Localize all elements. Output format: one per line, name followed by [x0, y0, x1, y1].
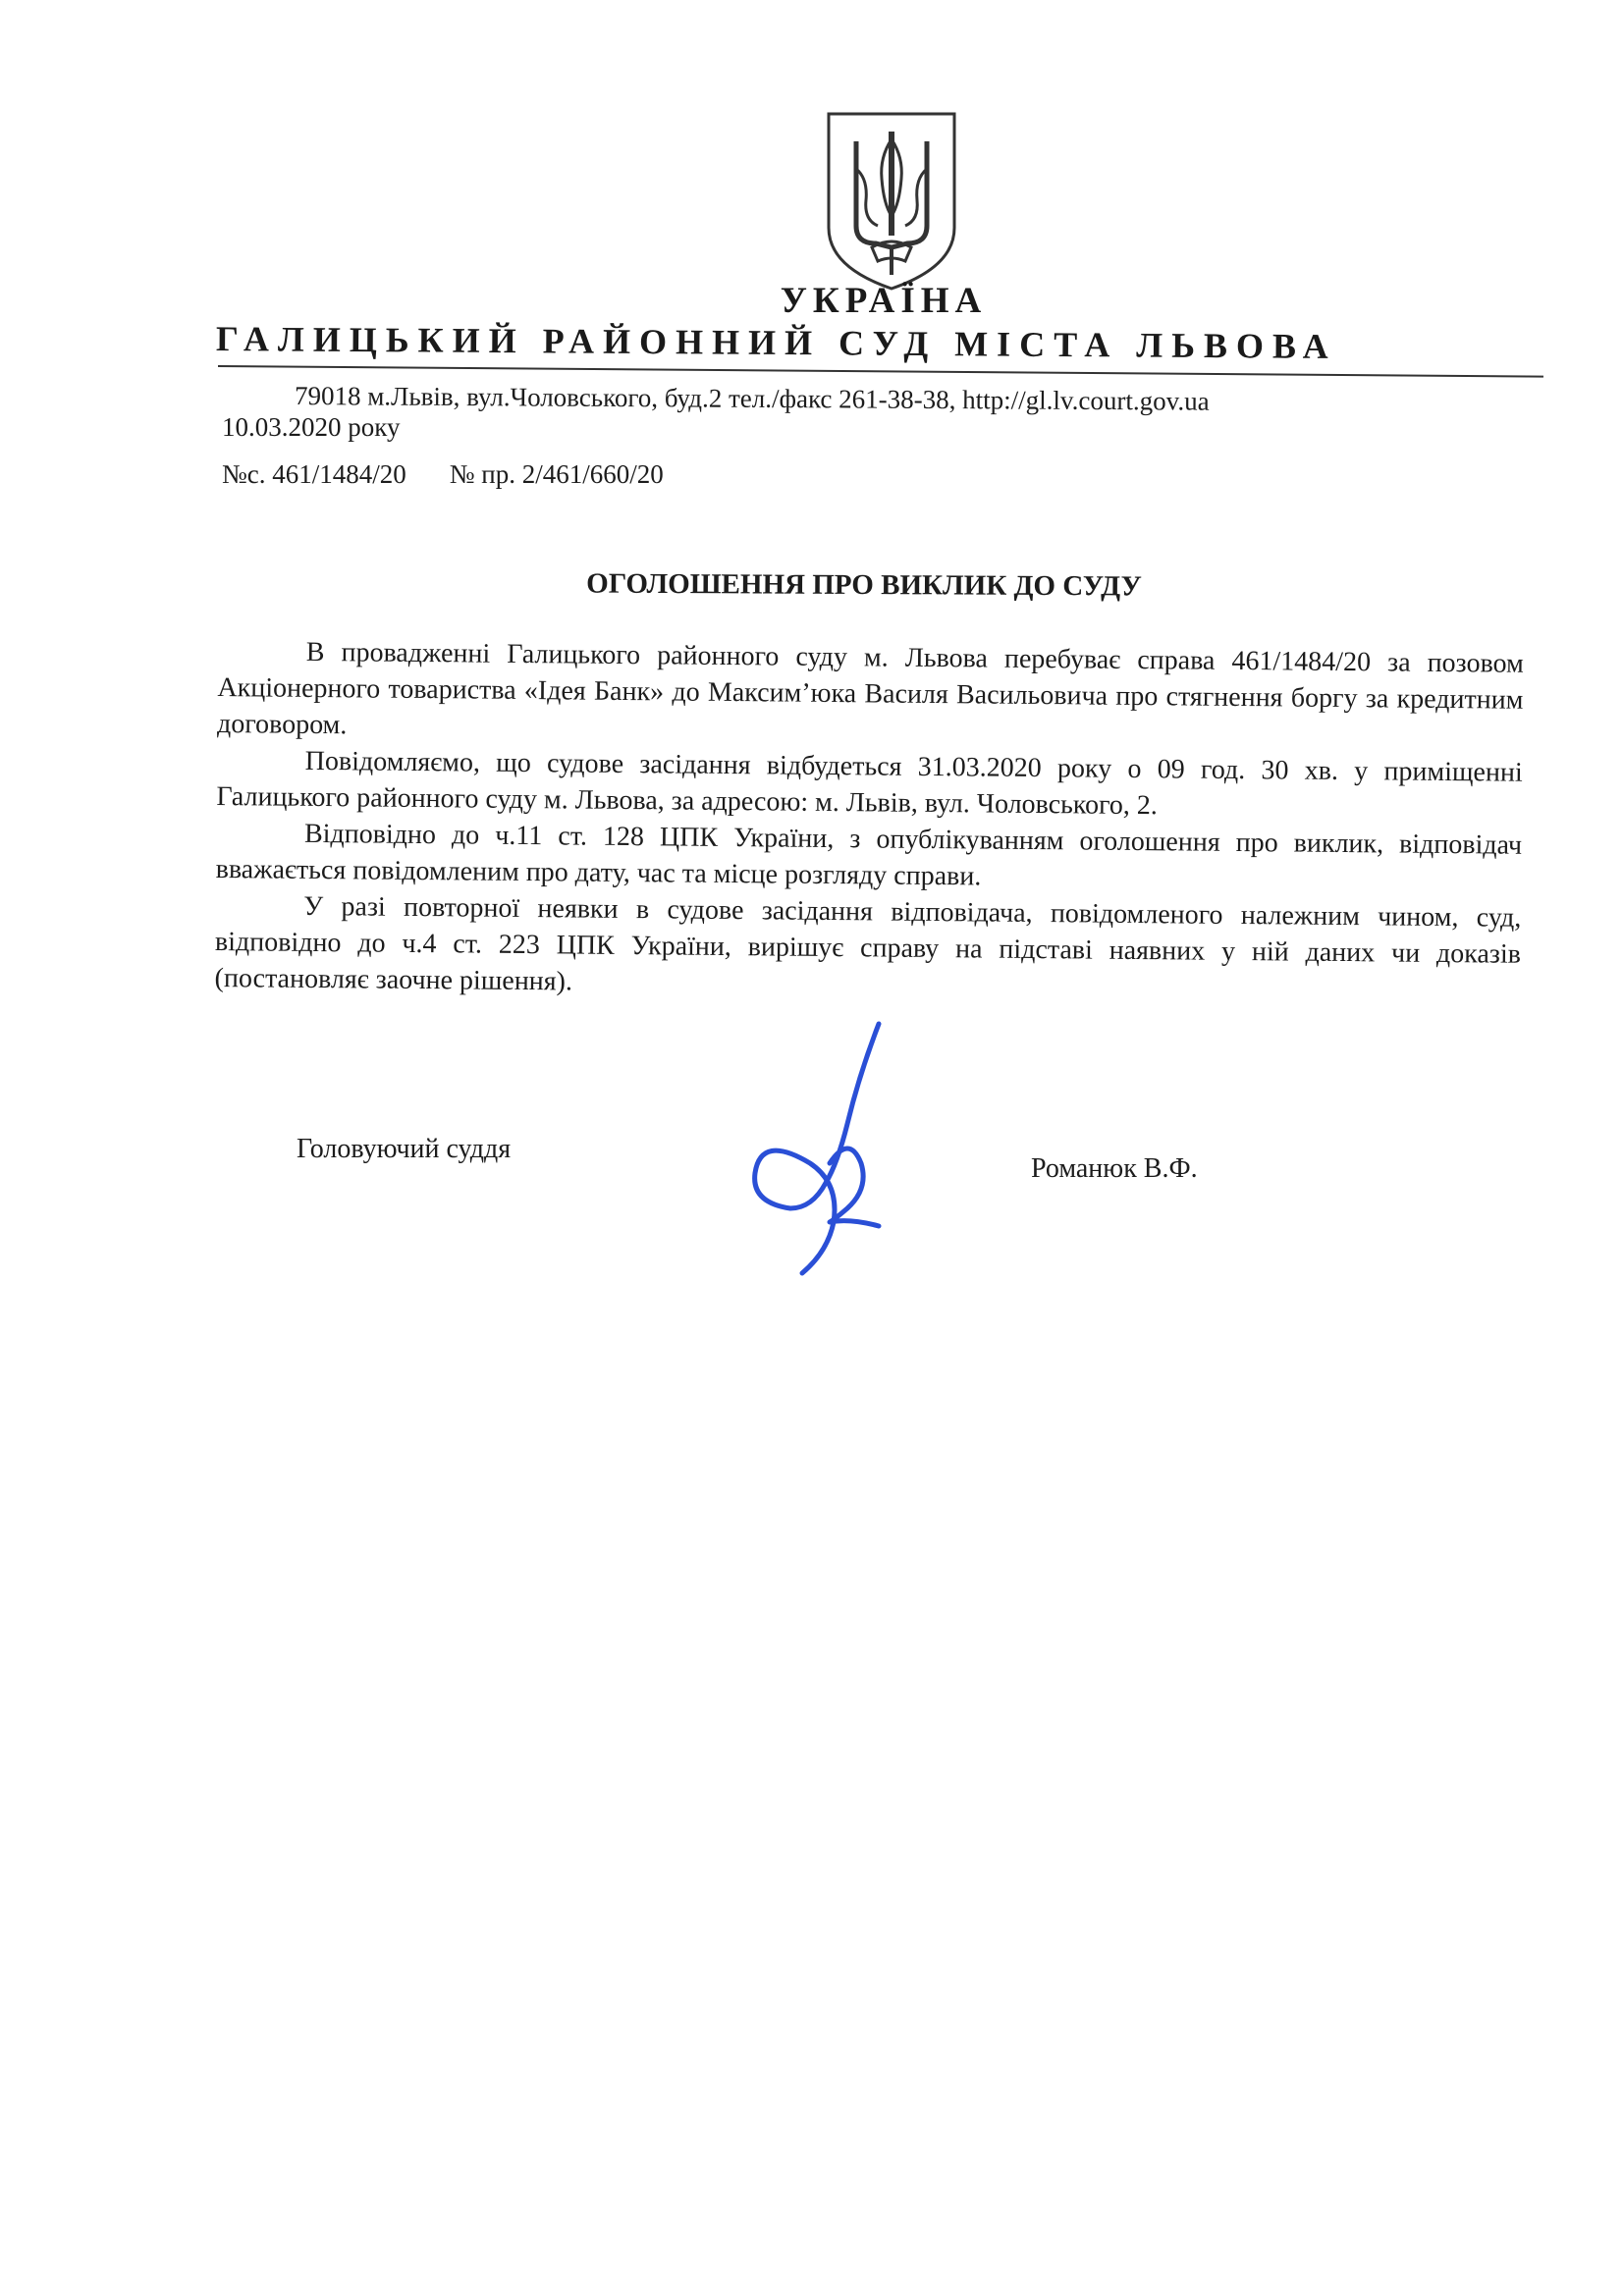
document-title: ОГОЛОШЕННЯ ПРО ВИКЛИК ДО СУДУ: [586, 567, 1142, 603]
paragraph: Відповідно до ч.11 ст. 128 ЦПК України, з опублікуванням оголошення про виклик, відповідач вважається повідомленим про дату, час та місце розгляду справи.: [215, 818, 1523, 892]
signer-name: Романюк В.Ф.: [1031, 1153, 1198, 1184]
court-name: ГАЛИЦЬКИЙ РАЙОННИЙ СУД МІСТА ЛЬВОВА: [215, 319, 1337, 366]
paragraph: Повідомляємо, що судове засідання відбудеться 31.03.2020 року о 09 год. 30 хв. у приміщенні Галицького районного суду м. Львова, за адресою: м. Львів, вул. Чоловського, 2.: [216, 745, 1523, 822]
reference-numbers: [222, 459, 664, 490]
paragraph: У разі повторної неявки в судове засідання відповідача, повідомленого належним чином, суд, відповідно до ч.4 ст. 223 ЦПК України, вирішує справу на підставі наявних у ній даних чи доказів (постановляє заочне рішення).: [214, 890, 1522, 997]
document-date: 10.03.2020 року: [222, 412, 401, 442]
case-number: №с. 461/1484/20: [222, 459, 406, 489]
signer-title: Головуючий суддя: [297, 1134, 512, 1164]
court-address: 79018 м.Львів, вул.Чоловського, буд.2 тел./факс 261-38-38, http://gl.lv.court.gov.ua: [294, 381, 1210, 416]
country-name: УКРАЇНА: [780, 281, 988, 321]
paragraph: В провадженні Галицького районного суду м. Львова перебуває справа 461/1484/20 за позовом Акціонерного товариства «Ідея Банк» до Максим’юка Василя Васильовича про стягнення боргу за кредитним договором.: [216, 636, 1524, 741]
proceeding-number: № пр. 2/461/660/20: [449, 459, 664, 489]
ukraine-coat-of-arms-icon: [823, 110, 960, 292]
handwritten-signature-icon: [731, 1016, 928, 1291]
document-body: [214, 633, 1523, 1009]
